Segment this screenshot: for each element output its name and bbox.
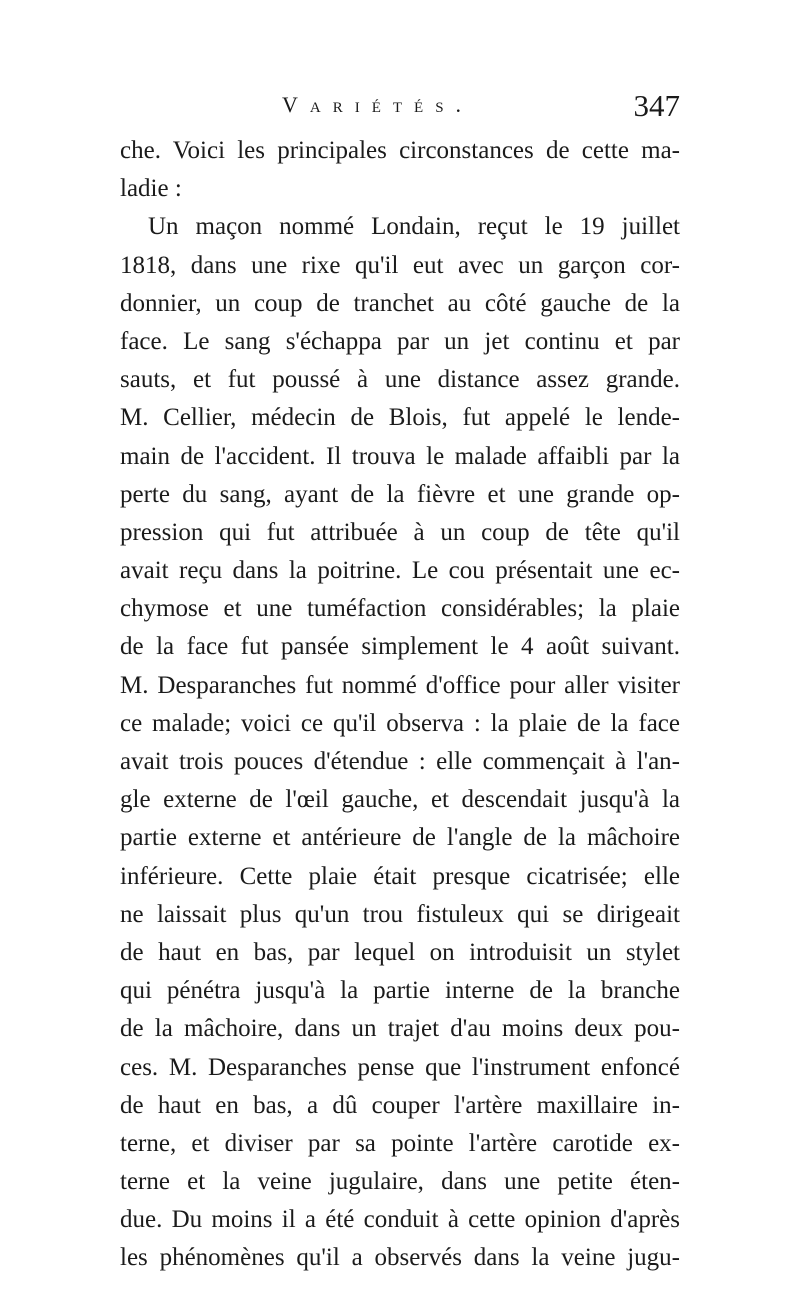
- text-line: sauts, et fut poussé à une distance assez grande.: [120, 366, 680, 394]
- text-line: ladie :: [120, 175, 182, 203]
- text-line: due. Du moins il a été conduit à cette opinion d'après: [120, 1206, 680, 1234]
- text-line: M. Desparanches fut nommé d'office pour aller visiter: [120, 671, 680, 699]
- text-line: les phénomènes qu'il a observés dans la veine jugu-: [120, 1244, 680, 1272]
- text-line: avait trois pouces d'étendue : elle commençait à l'an-: [120, 748, 680, 775]
- text-line: gle externe de l'œil gauche, et descendait jusqu'à la: [120, 786, 680, 814]
- text-line: de haut en bas, par lequel on introduisit un stylet: [120, 938, 680, 966]
- text-line: de la mâchoire, dans un trajet d'au moins deux pou-: [120, 1015, 680, 1043]
- text-line: main de l'accident. Il trouva le malade affaibli par la: [120, 442, 680, 470]
- text-line: terne et la veine jugulaire, dans une petite éten-: [120, 1168, 680, 1196]
- text-line: ce malade; voici ce qu'il observa : la plaie de la face: [120, 709, 680, 737]
- text-line: terne, et diviser par sa pointe l'artère carotide ex-: [120, 1129, 680, 1157]
- text-line: che. Voici les principales circonstances de cette ma-: [120, 137, 680, 164]
- page-number: 347: [633, 88, 680, 123]
- body-text: [120, 132, 680, 1278]
- text-line: donnier, un coup de tranchet au côté gauche de la: [120, 289, 680, 317]
- text-line: ne laissait plus qu'un trou fistuleux qui se dirigeait: [120, 900, 680, 928]
- text-line: de haut en bas, a dû couper l'artère maxillaire in-: [120, 1091, 680, 1119]
- text-line: M. Cellier, médecin de Blois, fut appelé le lende-: [120, 404, 680, 432]
- text-line: chymose et une tuméfaction considérables; la plaie: [120, 595, 680, 623]
- text-line: pression qui fut attribuée à un coup de tête qu'il: [120, 518, 680, 546]
- text-line: avait reçu dans la poitrine. Le cou présentait une ec-: [120, 557, 680, 585]
- text-line: de la face fut pansée simplement le 4 août suivant.: [120, 633, 680, 661]
- text-line: 1818, dans une rixe qu'il eut avec un garçon cor-: [120, 251, 680, 279]
- running-head: [122, 88, 680, 128]
- text-line: Un maçon nommé Londain, reçut le 19 juillet: [148, 213, 680, 241]
- text-line: face. Le sang s'échappa par un jet continu et par: [120, 327, 680, 355]
- text-line: ces. M. Desparanches pense que l'instrument enfoncé: [120, 1053, 680, 1081]
- text-line: perte du sang, ayant de la fièvre et une grande op-: [120, 480, 680, 508]
- text-line: inférieure. Cette plaie était presque cicatrisée; elle: [120, 862, 680, 890]
- text-line: partie externe et antérieure de l'angle de la mâchoire: [120, 824, 680, 852]
- running-title: Variétés.: [282, 92, 474, 117]
- text-line: qui pénétra jusqu'à la partie interne de la branche: [120, 977, 680, 1005]
